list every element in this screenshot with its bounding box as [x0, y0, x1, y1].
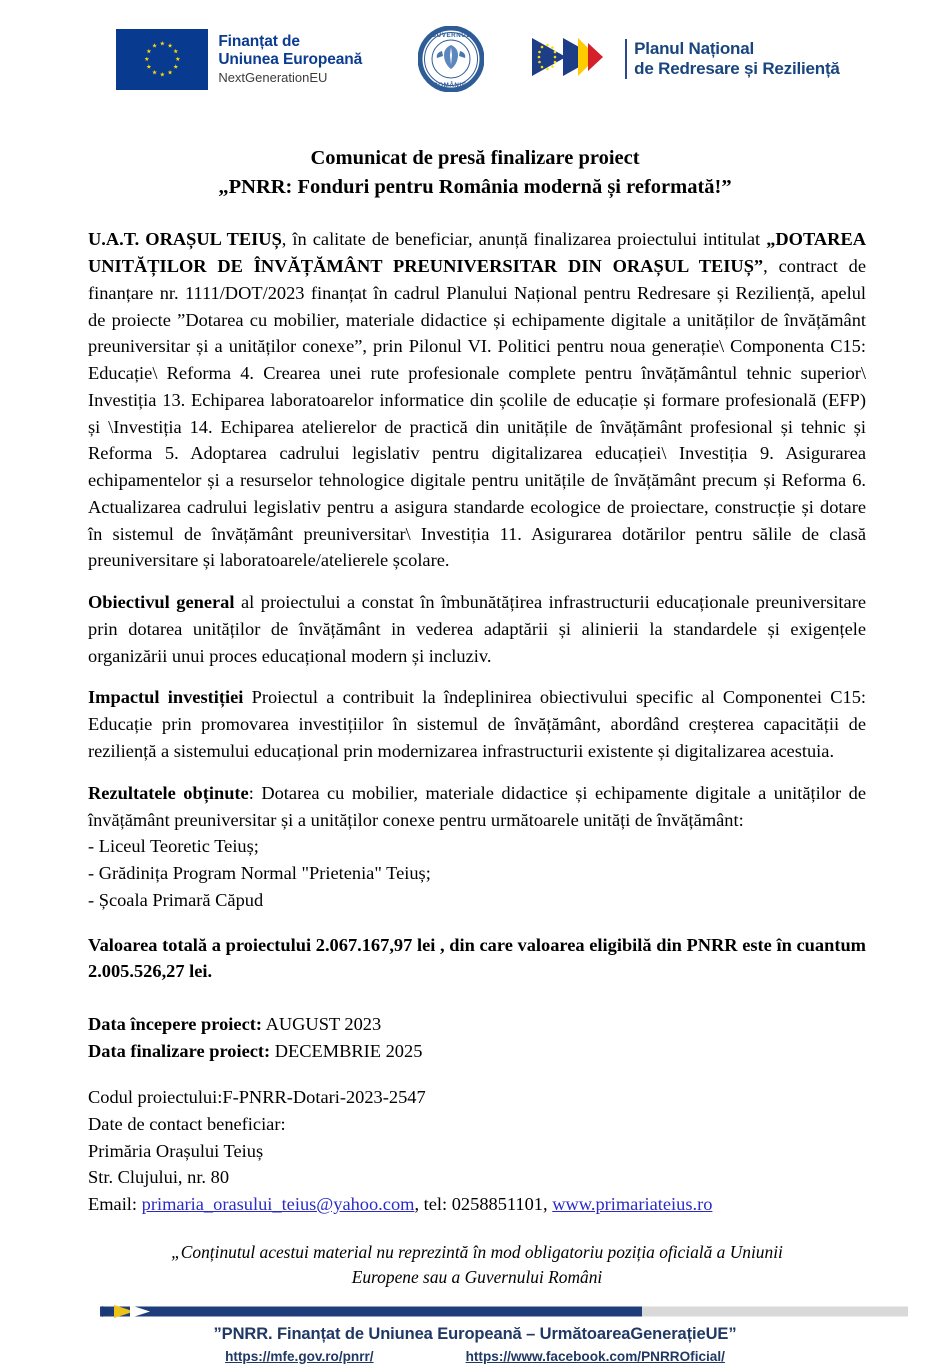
project-code: Codul proiectului:F-PNRR-Dotari-2023-2547: [88, 1086, 426, 1107]
impact-text: Proiectul a contribuit la îndeplinirea obiectivului specific al Componentei C15: Educație prin promovarea investițiilor în sistemul de învățământ, abordând creșterea capacității de reziliență a sistemului educațional prin modernizarea infrastructurii existente și digitalizarea acestuia.: [88, 687, 867, 761]
header-logo-strip: [0, 0, 950, 118]
results-text: : Dotarea cu mobilier, materiale didactice și echipamente digitale a unităților de învățământ preuniversitar și a unităților conexe pentru următoarele unități de învățământ:: [88, 782, 866, 830]
start-date-label: Data începere proiect:: [88, 1014, 262, 1035]
paragraph-impact: [88, 684, 866, 764]
objective-text: al proiectului a constat în îmbunătățirea infrastructurii educaționale preuniversitare prin dotarea unităților de învățământ in vederea adaptării și alinierii la standardele și exigențele organizării unui proces educațional modern și incluziv.: [88, 592, 866, 666]
svg-text:GUVERNUL: GUVERNUL: [431, 32, 471, 39]
intro-rest: , contract de finanțare nr. 1111/DOT/2023 finanțat în cadrul Planului Național pentru Redresare și Reziliență, apelul de proiecte ”Dotarea cu mobilier, materiale didactice și echipamente digitale a unităților de învățământ preuniversitar și a unităților conexe”, prin Pilonul VI. Politici pentru noua generație\ Componenta C15: Educație\ Reforma 4. Crearea unei rute profesionale complete pentru învățământul tehnic superior\ Investiția 13. Echiparea laboratoarelor informatice din școlile de educație și formare profesională (EFP) și \Investiția 14. Echiparea atelierelor de practică din unitățile de învățământ profesional și tehnic și Reforma 5. Adoptarea cadrului legislativ pentru digitalizarea educației\ Investiția 9. Asigurarea echipamentelor și a resurselor tehnologice digitale pentru unitățile de învățământ precum și Reforma 6. Actualizarea cadrului legislativ pentru a asigura standarde ecologice de proiectare, construcție și dotare în sistemul de învățământ preuniversitar\ Investiția 11. Asigurarea dotărilor pentru sălile de clasă preuniversitare și laboratoarele/atelierele școlare.: [88, 255, 867, 571]
eu-flag-icon: [116, 29, 208, 90]
list-item: - Școala Primară Căpud: [88, 889, 264, 910]
results-label: Rezultatele obținute: [88, 782, 249, 803]
street-address: Str. Clujului, nr. 80: [88, 1167, 230, 1188]
pnrr-chevron-icon: [530, 34, 622, 85]
page-title: [0, 144, 950, 202]
footer-link-facebook[interactable]: https://www.facebook.com/PNRROficial/: [465, 1348, 725, 1364]
end-date-row: [88, 1038, 866, 1065]
phone-text: , tel: 0258851101,: [414, 1194, 553, 1215]
pnrr-logo-divider: [625, 39, 627, 79]
paragraph-intro: [88, 226, 866, 574]
impact-label: Impactul investiției: [88, 687, 244, 708]
end-date-label: Data finalizare proiect:: [88, 1040, 271, 1061]
end-date-value: DECEMBRIE 2025: [270, 1040, 423, 1061]
paragraph-objective: [88, 589, 866, 669]
institution-name: Primăria Orașului Teiuș: [88, 1140, 264, 1161]
footer-link-mfe[interactable]: https://mfe.gov.ro/pnrr/: [225, 1348, 374, 1364]
eu-logo-line2: Uniunea Europeană: [218, 50, 363, 68]
eu-funding-logo: [116, 29, 362, 90]
document-body: [0, 226, 950, 1289]
contact-header: Date de contact beneficiar:: [88, 1113, 286, 1134]
contact-email-row: [88, 1191, 866, 1218]
project-value-statement: Valoarea totală a proiectului 2.067.167,97 lei , din care valoarea eligibilă din PNRR este în cuantum 2.005.526,27 lei.: [88, 934, 866, 982]
footer-title: ”PNRR. Finanțat de Uniunea Europeană – UrmătoareaGenerațieUE”: [213, 1324, 737, 1343]
project-dates: [88, 1011, 866, 1065]
footer-links: [0, 1349, 950, 1364]
paragraph-results: [88, 780, 866, 834]
website-link[interactable]: www.primariateius.ro: [552, 1194, 713, 1215]
objective-label: Obiectivul general: [88, 592, 235, 613]
eu-logo-text: [218, 33, 362, 85]
email-label: Email:: [88, 1194, 142, 1215]
start-date-value: AUGUST 2023: [261, 1014, 382, 1035]
disclaimer-line2: Europene sau a Guvernului Români: [351, 1266, 603, 1287]
intro-after-lead: , în calitate de beneficiar, anunță finalizarea proiectului intitulat: [281, 229, 767, 250]
decorative-arrow-bar: [100, 1304, 908, 1319]
project-name: „DOTAREA UNITĂȚILOR DE ÎNVĂȚĂMÂNT PREUNIVERSITAR DIN ORAȘUL TEIUȘ”: [88, 229, 866, 276]
beneficiary-name: U.A.T. ORAȘUL TEIUȘ: [88, 229, 282, 250]
romanian-government-seal-icon: [418, 26, 484, 92]
disclaimer-line1: „Conținutul acestui material nu reprezintă în mod obligatoriu poziția oficială a Uniunii: [171, 1242, 783, 1263]
start-date-row: [88, 1011, 866, 1038]
disclaimer-text: [162, 1240, 792, 1289]
pnrr-logo: [530, 34, 840, 85]
list-item: - Grădinița Program Normal "Prietenia" Teiuș;: [88, 863, 431, 884]
pnrr-logo-text: [634, 39, 840, 80]
eu-logo-line3: NextGenerationEU: [218, 70, 328, 86]
pnrr-logo-line2: de Redresare și Reziliență: [634, 59, 840, 78]
page-title-line1: Comunicat de presă finalizare proiect: [310, 147, 640, 169]
svg-text:ROMÂNIEI: ROMÂNIEI: [433, 82, 470, 89]
page-footer: [0, 1325, 950, 1364]
contact-block: [88, 1084, 866, 1218]
email-link[interactable]: primaria_orasului_teius@yahoo.com: [141, 1194, 415, 1215]
list-item: - Liceul Teoretic Teiuș;: [88, 836, 259, 857]
page-title-line2: „PNRR: Fonduri pentru România modernă și reformată!”: [218, 176, 732, 199]
eu-logo-line1: Finanțat de: [218, 32, 300, 50]
pnrr-logo-line1: Planul Național: [634, 38, 754, 58]
